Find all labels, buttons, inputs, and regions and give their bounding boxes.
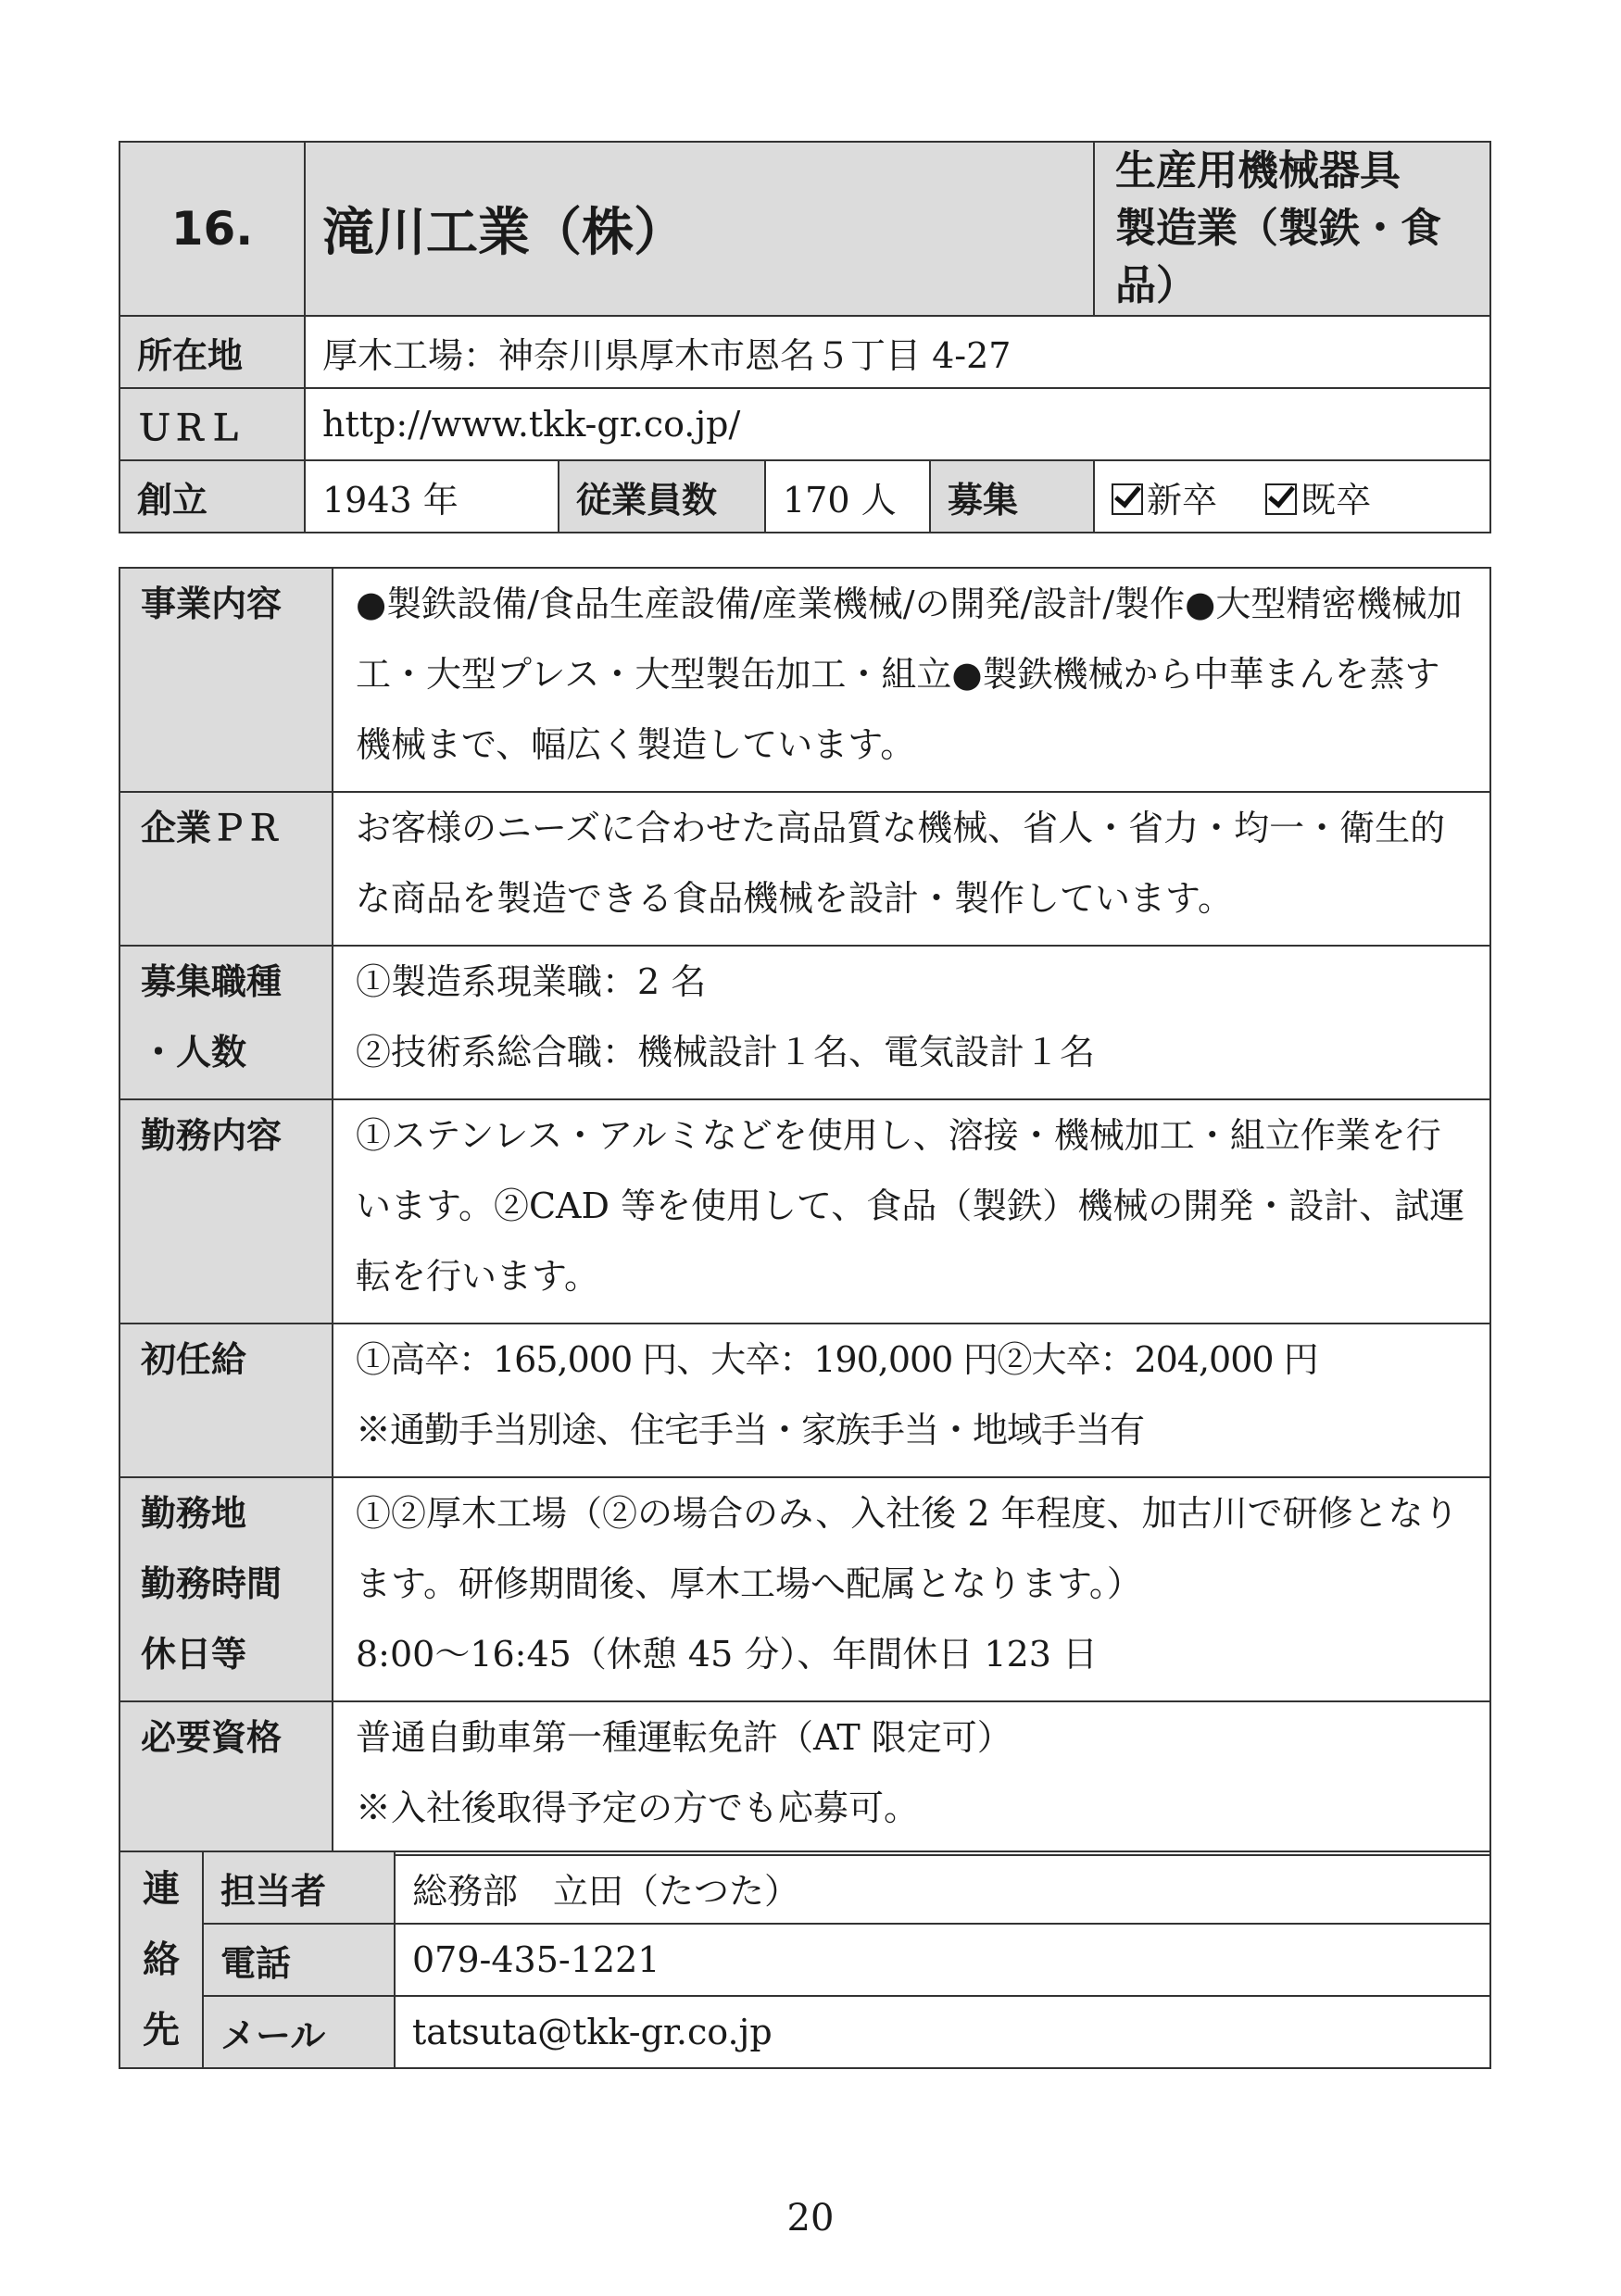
business-label: 事業内容 <box>119 568 333 792</box>
qualification-value-line1: 普通自動車第一種運転免許（AT 限定可） <box>356 1717 1012 1758</box>
page-number: 20 <box>786 2197 835 2240</box>
jobs-value-line1: ①製造系現業職：2 名 <box>356 961 707 1002</box>
place-label-line1: 勤務地 <box>141 1493 247 1534</box>
place-label-line2: 勤務時間 <box>141 1563 283 1604</box>
place-value-line2: 8:00〜16:45（休憩 45 分）、年間休日 123 日 <box>356 1634 1099 1675</box>
salary-value-line1: ①高卒：165,000 円、大卒：190,000 円②大卒：204,000 円 <box>356 1339 1318 1380</box>
salary-value-line2: ※通勤手当別途、住宅手当・家族手当・地域手当有 <box>356 1410 1145 1450</box>
company-name: 滝川工業（株） <box>305 142 1094 316</box>
checkbox-checked-icon <box>1112 483 1143 515</box>
business-value: ●製鉄設備/食品生産設備/産業機械/の開発/設計/製作●大型精密機械加工・大型プレス・大型製缶加工・組立●製鉄機械から中華まんを蒸す機械まで、幅広く製造しています。 <box>333 568 1490 792</box>
recruit-option-label: 既卒 <box>1301 479 1372 521</box>
work-label: 勤務内容 <box>119 1099 333 1324</box>
contact-mail-label: メール <box>203 1996 395 2068</box>
company-details-table <box>119 567 1491 1856</box>
company-number: 16. <box>119 142 305 316</box>
qualification-value-line2: ※入社後取得予定の方でも応募可。 <box>356 1788 920 1828</box>
industry-category-line1: 生産用機械器具 <box>1115 147 1401 194</box>
jobs-value <box>333 946 1490 1099</box>
checkbox-checked-icon <box>1265 483 1297 515</box>
jobs-value-line2: ②技術系総合職：機械設計１名、電気設計１名 <box>356 1032 1096 1073</box>
employees-value: 170 人 <box>765 460 930 533</box>
pr-value: お客様のニーズに合わせた高品質な機械、省人・省力・均一・衛生的な商品を製造できる食品機械を設計・製作しています。 <box>333 792 1490 946</box>
contact-table <box>119 1851 1491 2069</box>
url-value[interactable]: http://www.tkk-gr.co.jp/ <box>305 388 1490 460</box>
url-label: ＵＲＬ <box>119 388 305 460</box>
company-header-table <box>119 141 1491 533</box>
salary-label: 初任給 <box>119 1324 333 1477</box>
contact-phone-label: 電話 <box>203 1924 395 1996</box>
contact-phone-value[interactable]: 079-435-1221 <box>395 1924 1490 1996</box>
founded-label: 創立 <box>119 460 305 533</box>
jobs-label-line2: ・人数 <box>141 1032 247 1073</box>
employees-label: 従業員数 <box>559 460 765 533</box>
recruit-option-label: 新卒 <box>1147 479 1218 521</box>
industry-category <box>1094 142 1490 316</box>
jobs-label <box>119 946 333 1099</box>
qualification-label: 必要資格 <box>119 1701 333 1855</box>
recruit-option-experienced <box>1265 480 1371 521</box>
contact-section-label: 連 絡 先 <box>119 1851 203 2068</box>
qualification-value <box>333 1701 1490 1855</box>
location-label: 所在地 <box>119 316 305 388</box>
pr-label: 企業ＰＲ <box>119 792 333 946</box>
place-label-line3: 休日等 <box>141 1634 247 1675</box>
place-label <box>119 1477 333 1701</box>
contact-person-label: 担当者 <box>203 1851 395 1924</box>
work-value: ①ステンレス・アルミなどを使用し、溶接・機械加工・組立作業を行います。②CAD 等を使用して、食品（製鉄）機械の開発・設計、試運転を行います。 <box>333 1099 1490 1324</box>
place-value-line1: ①②厚木工場（②の場合のみ、入社後 2 年程度、加古川で研修となります。研修期間後、厚木工場へ配属となります。） <box>356 1493 1459 1604</box>
jobs-label-line1: 募集職種 <box>141 961 283 1002</box>
recruit-label: 募集 <box>930 460 1094 533</box>
recruit-option-new-grad <box>1112 480 1217 521</box>
contact-person-value: 総務部 立田（たつた） <box>395 1851 1490 1924</box>
contact-mail-value[interactable]: tatsuta@tkk-gr.co.jp <box>395 1996 1490 2068</box>
salary-value <box>333 1324 1490 1477</box>
recruit-options <box>1094 460 1490 533</box>
place-value <box>333 1477 1490 1701</box>
industry-category-line2: 製造業（製鉄・食品） <box>1115 205 1441 309</box>
founded-value: 1943 年 <box>305 460 559 533</box>
location-value: 厚木工場：神奈川県厚木市恩名５丁目 4-27 <box>305 316 1490 388</box>
